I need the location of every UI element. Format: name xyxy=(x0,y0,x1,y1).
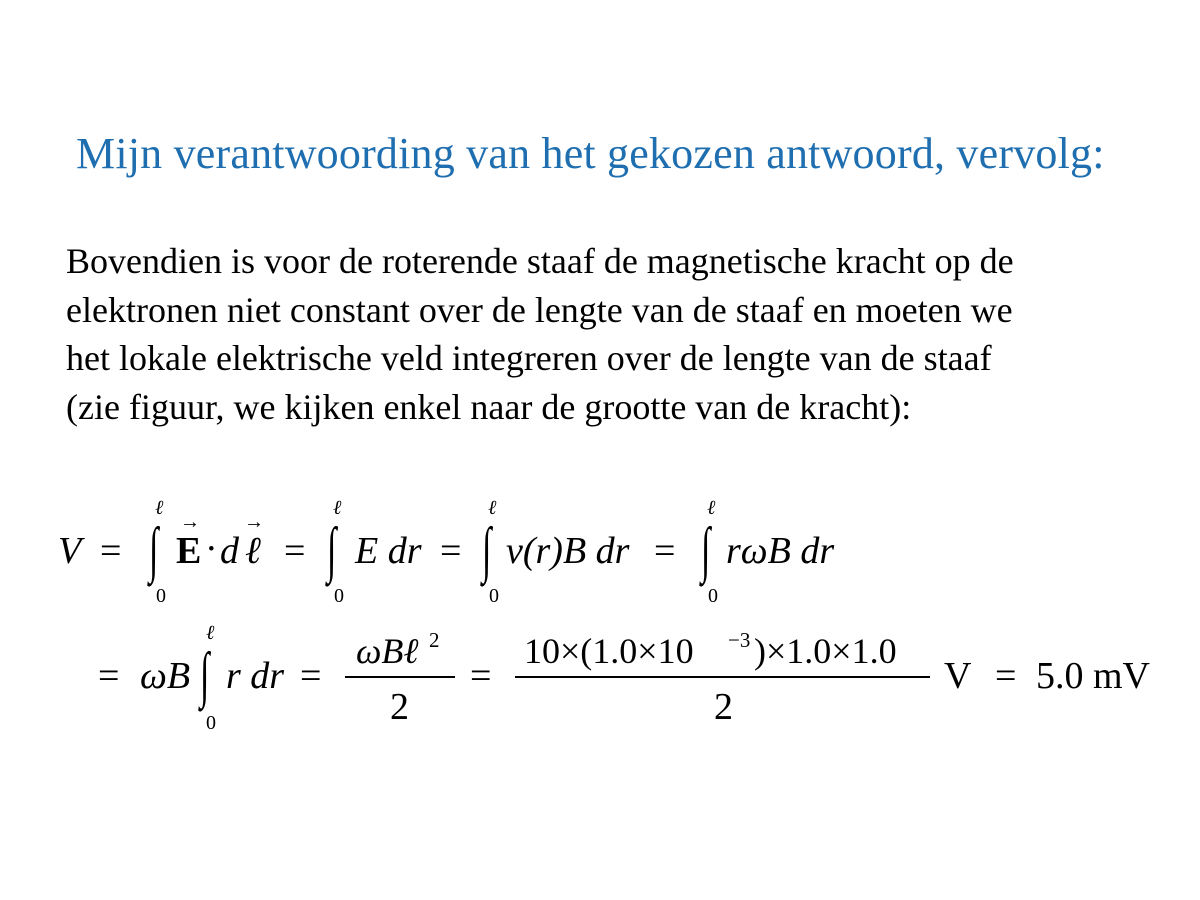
upper-limit: ℓ xyxy=(155,497,164,519)
term-r-omega-b-dr: rωB dr xyxy=(726,530,835,572)
integral-sign: ∫ xyxy=(327,516,337,584)
paragraph-line: (zie figuur, we kijken enkel naar de grootte van de kracht): xyxy=(66,386,912,427)
dot-operator: · xyxy=(205,528,218,570)
term-e-dr: E dr xyxy=(355,530,422,572)
equals-sign: = xyxy=(300,655,322,697)
upper-limit: ℓ xyxy=(488,497,497,519)
vector-arrow-icon: → xyxy=(244,511,264,533)
paragraph-line: het lokale elektrische veld integreren over de lengte van de staaf xyxy=(66,338,992,378)
body-paragraph xyxy=(66,237,1014,431)
vector-ell: ℓ xyxy=(245,530,261,572)
integral-sign: ∫ xyxy=(149,516,159,584)
lower-limit: 0 xyxy=(708,585,718,607)
fraction-2-numerator-b: )×1.0×1.0 xyxy=(754,631,897,671)
integral-sign: ∫ xyxy=(701,516,711,584)
slide-title: Mijn verantwoording van het gekozen antwoord, vervolg: xyxy=(76,129,1105,178)
vector-e: E xyxy=(176,530,202,572)
prefix-omega-b: ωB xyxy=(140,655,191,697)
vector-arrow-icon: → xyxy=(180,511,200,533)
equals-sign: = xyxy=(654,530,676,572)
differential-d: d xyxy=(220,530,239,572)
equals-sign: = xyxy=(440,530,462,572)
equals-sign: = xyxy=(470,655,492,697)
fraction-1-denominator: 2 xyxy=(390,686,409,728)
fraction-2-numerator-a: 10×(1.0×10 xyxy=(524,631,694,671)
integrand-r-dr: r dr xyxy=(226,655,285,697)
paragraph-line: Bovendien is voor de roterende staaf de magnetische kracht op de xyxy=(66,241,1014,281)
integral-sign: ∫ xyxy=(482,516,492,584)
paragraph-line: elektronen niet constant over de lengte van de staaf en moeten we xyxy=(66,289,1013,330)
lower-limit: 0 xyxy=(489,585,499,607)
equals-sign: = xyxy=(995,655,1017,697)
lower-limit: 0 xyxy=(334,585,344,607)
integral-sign: ∫ xyxy=(200,641,210,709)
equals-sign: = xyxy=(100,530,122,572)
exponent: −3 xyxy=(728,628,751,652)
lhs-v: V xyxy=(58,530,82,572)
lower-limit: 0 xyxy=(156,585,166,607)
upper-limit: ℓ xyxy=(707,497,716,519)
lower-limit: 0 xyxy=(206,712,216,734)
upper-limit: ℓ xyxy=(206,622,215,644)
term-vr-b-dr: v(r)B dr xyxy=(506,530,630,572)
upper-limit: ℓ xyxy=(333,497,342,519)
result-value: 5.0 mV xyxy=(1036,655,1150,697)
equals-sign: = xyxy=(284,530,306,572)
fraction-bar xyxy=(345,676,455,678)
fraction-2-denominator: 2 xyxy=(714,686,733,728)
unit-v: V xyxy=(944,655,972,697)
exponent: 2 xyxy=(429,628,440,652)
equals-sign: = xyxy=(98,655,120,697)
fraction-bar xyxy=(515,676,930,678)
fraction-1-numerator: ωBℓ xyxy=(356,631,419,671)
